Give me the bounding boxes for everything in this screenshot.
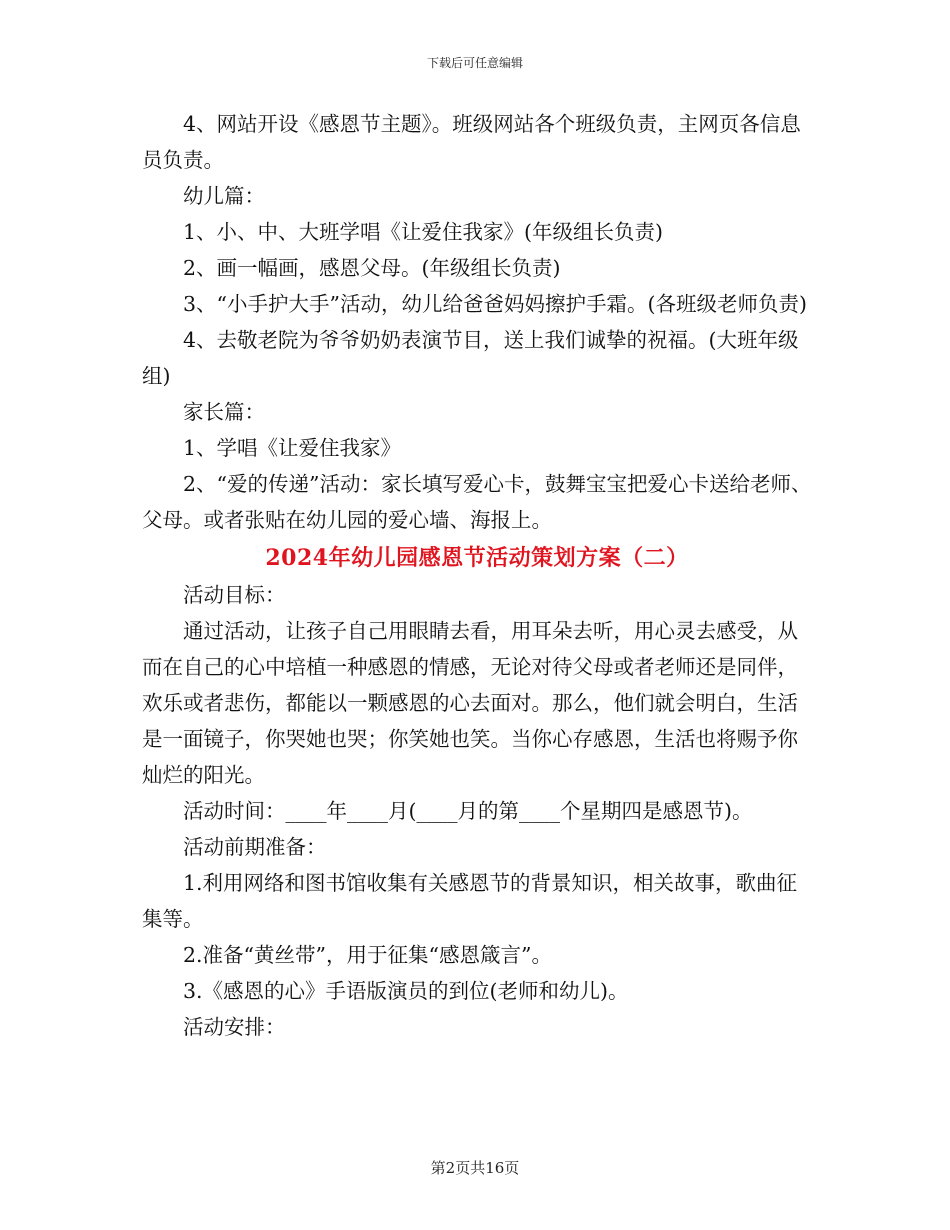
subheading-parents: 家长篇：: [183, 400, 265, 424]
paragraph: 1.利用网络和图书馆收集有关感恩节的背景知识，相关故事，歌曲征集等。: [142, 871, 798, 931]
paragraph: 4、网站开设《感恩节主题》。班级网站各个班级负责，主网页各信息员负责。: [142, 112, 801, 172]
paragraph: 1、小、中、大班学唱《让爱住我家》(年级组长负责): [183, 220, 664, 244]
paragraph: 4、去敬老院为爷爷奶奶表演节目，送上我们诚挚的祝福。(大班年级组): [142, 328, 799, 388]
paragraph: 1、学唱《让爱住我家》: [183, 436, 402, 460]
subheading-children: 幼儿篇：: [183, 184, 265, 208]
subheading-arrangement: 活动安排：: [183, 1015, 286, 1039]
page-number: 第2页共16页: [430, 1159, 520, 1177]
section-title: 2024年幼儿园感恩节活动策划方案（二）: [265, 545, 689, 571]
paragraph: 2.准备“黄丝带”，用于征集“感恩箴言”。: [183, 943, 552, 967]
document-body: [142, 106, 812, 1045]
header-note: 下载后可任意编辑: [426, 56, 523, 70]
subheading-preparation: 活动前期准备：: [183, 835, 327, 859]
subheading-goals: 活动目标：: [183, 583, 286, 607]
paragraph: 通过活动，让孩子自己用眼睛去看，用耳朵去听，用心灵去感受，从而在自己的心中培植一种感恩的情感，无论对待父母或者老师还是同伴，欢乐或者悲伤，都能以一颗感恩的心去面对。那么，他们就会明白，生活是一面镜子，你哭她也哭；你笑她也笑。当你心存感恩，生活也将赐予你灿烂的阳光。: [142, 619, 798, 787]
paragraph: 3、“小手护大手”活动，幼儿给爸爸妈妈擦护手霜。(各班级老师负责): [183, 292, 807, 316]
paragraph: 3.《感恩的心》手语版演员的到位(老师和幼儿)。: [183, 979, 629, 1003]
paragraph: 2、画一幅画，感恩父母。(年级组长负责): [183, 256, 561, 280]
paragraph-activity-time: 活动时间：____年____月(____月的第____个星期四是感恩节)。: [183, 799, 753, 823]
paragraph: 2、“爱的传递”活动：家长填写爱心卡，鼓舞宝宝把爱心卡送给老师、父母。或者张贴在幼儿园的爱心墙、海报上。: [142, 472, 812, 532]
